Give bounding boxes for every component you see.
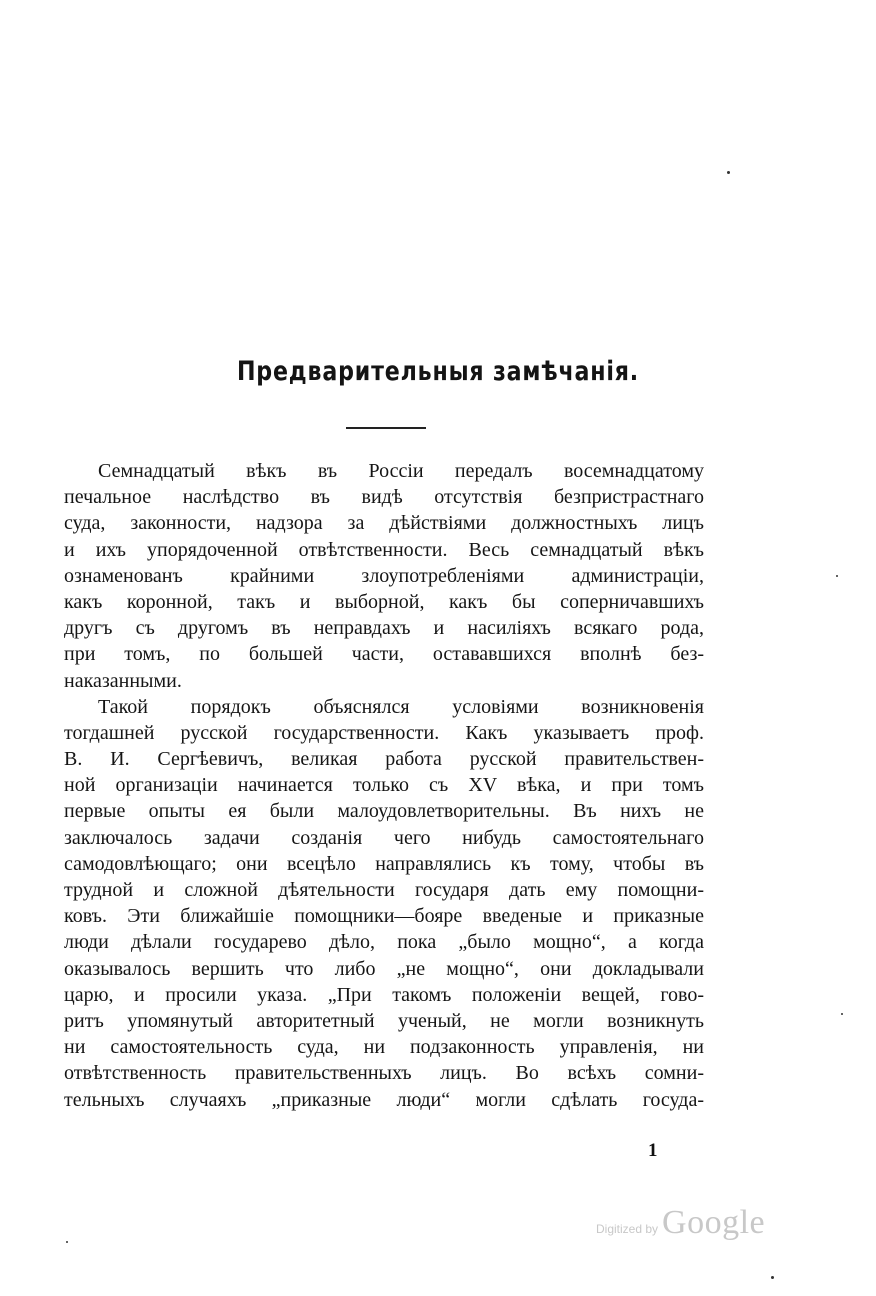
text-line: Семнадцатый вѣкъ въ Россіи передалъ восемнадцатому <box>98 460 704 482</box>
text-line: ковъ. Эти ближайшіе помощники—бояре введеные и приказные <box>64 905 704 928</box>
text-line: ни самостоятельность суда, ни подзаконность управленія, ни <box>64 1036 704 1059</box>
text-line: ознаменованъ крайними злоупотребленіями администраціи, <box>64 564 704 587</box>
text-line: ритъ упомянутый авторитетный ученый, не могли возникнуть <box>64 1009 704 1032</box>
body-text <box>64 458 704 1113</box>
digitized-watermark <box>596 1204 765 1242</box>
scan-speck <box>836 575 838 577</box>
text-line: трудной и сложной дѣятельности государя дать ему помощни- <box>64 879 704 901</box>
text-line: царю, и просили указа. „При такомъ положеніи вещей, гово- <box>64 983 704 1006</box>
text-line: и ихъ упорядоченной отвѣтственности. Весь семнадцатый вѣкъ <box>64 538 704 561</box>
chapter-title: Предварительныя замѣчанія. <box>236 356 640 387</box>
text-line: Такой порядокъ объяснялся условіями возникновенія <box>98 695 704 718</box>
text-line: заключалось задачи созданія чего нибудь самостоятельнаго <box>64 826 704 849</box>
watermark-prefix: Digitized by <box>596 1222 659 1236</box>
google-logo: Google <box>662 1204 766 1241</box>
paragraph-1 <box>64 458 704 694</box>
scan-speck <box>727 171 730 174</box>
text-line: самодовлѣющаго; они всецѣло направлялись къ тому, чтобы въ <box>64 852 704 875</box>
text-line: В. И. Сергѣевичъ, великая работа русской правительствен- <box>64 748 704 771</box>
paragraph-2 <box>64 694 704 1113</box>
text-line: тогдашней русской государственности. Какъ указываетъ проф. <box>64 721 704 744</box>
text-line: люди дѣлали государево дѣло, пока „было мощно“, а когда <box>64 931 704 954</box>
text-line: печальное наслѣдство въ видѣ отсутствія безпристрастнаго <box>64 486 704 509</box>
scan-speck <box>771 1276 774 1279</box>
title-divider <box>346 427 426 429</box>
text-line: ной организаціи начинается только съ XV вѣка, и при томъ <box>64 774 704 797</box>
text-line: тельныхъ случаяхъ „приказные люди“ могли сдѣлать госуда- <box>64 1088 704 1111</box>
page-number: 1 <box>648 1140 658 1161</box>
text-line: суда, законности, надзора за дѣйствіями должностныхъ лицъ <box>64 512 704 535</box>
text-line: отвѣтственность правительственныхъ лицъ. Во всѣхъ сомни- <box>64 1062 704 1085</box>
text-line: какъ коронной, такъ и выборной, какъ бы соперничавшихъ <box>64 590 704 613</box>
scan-speck <box>841 1013 843 1015</box>
scan-speck <box>66 1241 68 1243</box>
text-line: первые опыты ея были малоудовлетворительны. Въ нихъ не <box>64 800 704 823</box>
text-line: наказанными. <box>64 669 182 692</box>
text-line: другъ съ другомъ въ неправдахъ и насиліяхъ всякаго рода, <box>64 617 704 640</box>
text-line: оказывалось вершить что либо „не мощно“, они докладывали <box>64 957 704 980</box>
text-line: при томъ, по большей части, остававшихся вполнѣ без- <box>64 643 704 666</box>
